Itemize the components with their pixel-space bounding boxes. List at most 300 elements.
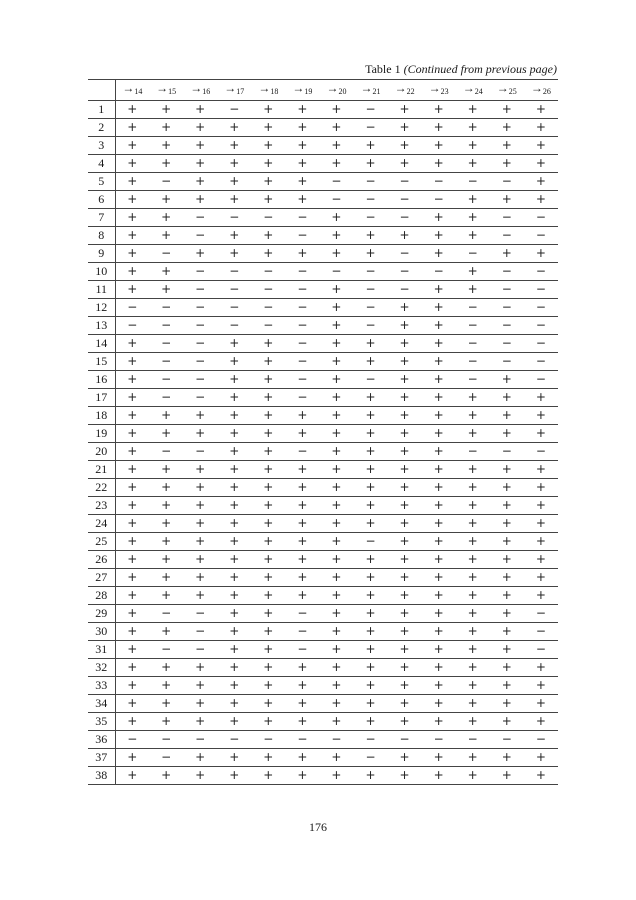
minus-sign-cell: − xyxy=(524,605,558,623)
plus-sign-cell: + xyxy=(285,587,319,605)
table-row xyxy=(88,263,558,281)
plus-sign-cell: + xyxy=(251,173,285,191)
minus-sign-cell: − xyxy=(490,281,524,299)
plus-sign-cell: + xyxy=(456,227,490,245)
plus-sign-cell: + xyxy=(524,767,558,785)
plus-sign-cell: + xyxy=(524,191,558,209)
plus-sign-cell: + xyxy=(285,191,319,209)
plus-sign-cell: + xyxy=(319,119,353,137)
plus-sign-cell: + xyxy=(353,659,387,677)
plus-sign-cell: + xyxy=(524,137,558,155)
plus-sign-cell: + xyxy=(456,407,490,425)
minus-sign-cell: − xyxy=(456,299,490,317)
plus-sign-cell: + xyxy=(319,569,353,587)
page-number: 176 xyxy=(309,820,327,834)
plus-sign-cell: + xyxy=(319,551,353,569)
plus-sign-cell: + xyxy=(251,641,285,659)
table-row xyxy=(88,245,558,263)
minus-sign-cell: − xyxy=(149,353,183,371)
plus-sign-cell: + xyxy=(490,659,524,677)
table-row xyxy=(88,641,558,659)
minus-sign-cell: − xyxy=(115,299,149,317)
plus-sign-cell: + xyxy=(319,389,353,407)
plus-sign-cell: + xyxy=(149,479,183,497)
plus-sign-cell: + xyxy=(217,695,251,713)
plus-sign-cell: + xyxy=(422,425,456,443)
plus-sign-cell: + xyxy=(353,353,387,371)
plus-sign-cell: + xyxy=(388,533,422,551)
arrow-symbol: → xyxy=(190,81,203,95)
row-label: 12 xyxy=(88,299,115,317)
plus-sign-cell: + xyxy=(183,245,217,263)
minus-sign-cell: − xyxy=(149,173,183,191)
plus-sign-cell: + xyxy=(524,119,558,137)
plus-sign-cell: + xyxy=(456,767,490,785)
minus-sign-cell: − xyxy=(183,281,217,299)
plus-sign-cell: + xyxy=(285,659,319,677)
row-label: 3 xyxy=(88,137,115,155)
row-label: 11 xyxy=(88,281,115,299)
plus-sign-cell: + xyxy=(217,659,251,677)
plus-sign-cell: + xyxy=(217,335,251,353)
plus-sign-cell: + xyxy=(490,245,524,263)
plus-sign-cell: + xyxy=(490,551,524,569)
plus-sign-cell: + xyxy=(456,191,490,209)
plus-sign-cell: + xyxy=(319,533,353,551)
row-label: 26 xyxy=(88,551,115,569)
plus-sign-cell: + xyxy=(285,551,319,569)
column-index: 18 xyxy=(270,87,279,96)
plus-sign-cell: + xyxy=(490,533,524,551)
minus-sign-cell: − xyxy=(183,209,217,227)
plus-sign-cell: + xyxy=(251,587,285,605)
column-index: 25 xyxy=(508,87,517,96)
minus-sign-cell: − xyxy=(115,731,149,749)
plus-sign-cell: + xyxy=(388,407,422,425)
plus-sign-cell: + xyxy=(388,335,422,353)
table-row xyxy=(88,317,558,335)
plus-sign-cell: + xyxy=(353,569,387,587)
minus-sign-cell: − xyxy=(183,299,217,317)
minus-sign-cell: − xyxy=(353,281,387,299)
minus-sign-cell: − xyxy=(388,731,422,749)
plus-sign-cell: + xyxy=(319,461,353,479)
column-index: 21 xyxy=(372,87,381,96)
plus-sign-cell: + xyxy=(388,497,422,515)
plus-sign-cell: + xyxy=(490,605,524,623)
plus-sign-cell: + xyxy=(353,641,387,659)
plus-sign-cell: + xyxy=(149,659,183,677)
plus-sign-cell: + xyxy=(319,353,353,371)
plus-sign-cell: + xyxy=(251,479,285,497)
row-label: 7 xyxy=(88,209,115,227)
minus-sign-cell: − xyxy=(285,263,319,281)
column-index: 16 xyxy=(202,87,211,96)
minus-sign-cell: − xyxy=(353,263,387,281)
minus-sign-cell: − xyxy=(251,281,285,299)
plus-sign-cell: + xyxy=(456,209,490,227)
minus-sign-cell: − xyxy=(353,119,387,137)
plus-sign-cell: + xyxy=(388,605,422,623)
plus-sign-cell: + xyxy=(251,353,285,371)
plus-sign-cell: + xyxy=(524,659,558,677)
column-header xyxy=(183,80,217,101)
plus-sign-cell: + xyxy=(183,173,217,191)
plus-sign-cell: + xyxy=(251,713,285,731)
plus-sign-cell: + xyxy=(456,497,490,515)
plus-sign-cell: + xyxy=(319,515,353,533)
plus-sign-cell: + xyxy=(422,137,456,155)
plus-sign-cell: + xyxy=(115,533,149,551)
plus-sign-cell: + xyxy=(524,533,558,551)
plus-sign-cell: + xyxy=(251,389,285,407)
plus-sign-cell: + xyxy=(183,119,217,137)
column-index: 20 xyxy=(338,87,347,96)
plus-sign-cell: + xyxy=(490,389,524,407)
minus-sign-cell: − xyxy=(183,623,217,641)
plus-sign-cell: + xyxy=(422,101,456,119)
table-row xyxy=(88,443,558,461)
minus-sign-cell: − xyxy=(285,227,319,245)
plus-sign-cell: + xyxy=(490,155,524,173)
plus-sign-cell: + xyxy=(115,605,149,623)
plus-sign-cell: + xyxy=(456,641,490,659)
plus-sign-cell: + xyxy=(422,335,456,353)
plus-sign-cell: + xyxy=(115,119,149,137)
plus-sign-cell: + xyxy=(422,245,456,263)
plus-sign-cell: + xyxy=(115,137,149,155)
plus-sign-cell: + xyxy=(388,641,422,659)
plus-sign-cell: + xyxy=(115,245,149,263)
column-header xyxy=(422,80,456,101)
minus-sign-cell: − xyxy=(319,191,353,209)
minus-sign-cell: − xyxy=(183,335,217,353)
plus-sign-cell: + xyxy=(319,767,353,785)
column-index: 24 xyxy=(474,87,483,96)
arrow-symbol: → xyxy=(394,81,407,95)
plus-sign-cell: + xyxy=(422,515,456,533)
minus-sign-cell: − xyxy=(149,389,183,407)
plus-sign-cell: + xyxy=(183,533,217,551)
row-label: 19 xyxy=(88,425,115,443)
minus-sign-cell: − xyxy=(353,317,387,335)
plus-sign-cell: + xyxy=(217,587,251,605)
plus-sign-cell: + xyxy=(319,659,353,677)
minus-sign-cell: − xyxy=(456,443,490,461)
plus-sign-cell: + xyxy=(149,281,183,299)
arrow-symbol: → xyxy=(258,81,271,95)
plus-sign-cell: + xyxy=(524,479,558,497)
minus-sign-cell: − xyxy=(285,353,319,371)
row-label: 2 xyxy=(88,119,115,137)
plus-sign-cell: + xyxy=(422,569,456,587)
plus-sign-cell: + xyxy=(524,587,558,605)
plus-sign-cell: + xyxy=(285,137,319,155)
minus-sign-cell: − xyxy=(353,749,387,767)
plus-sign-cell: + xyxy=(422,371,456,389)
minus-sign-cell: − xyxy=(217,209,251,227)
minus-sign-cell: − xyxy=(524,281,558,299)
row-label: 37 xyxy=(88,749,115,767)
table-row xyxy=(88,425,558,443)
plus-sign-cell: + xyxy=(285,677,319,695)
plus-sign-cell: + xyxy=(149,677,183,695)
column-index: 19 xyxy=(304,87,313,96)
plus-sign-cell: + xyxy=(456,551,490,569)
plus-sign-cell: + xyxy=(149,209,183,227)
plus-sign-cell: + xyxy=(251,101,285,119)
plus-sign-cell: + xyxy=(422,695,456,713)
minus-sign-cell: − xyxy=(456,317,490,335)
plus-sign-cell: + xyxy=(183,713,217,731)
plus-sign-cell: + xyxy=(388,515,422,533)
plus-sign-cell: + xyxy=(524,425,558,443)
plus-sign-cell: + xyxy=(251,497,285,515)
plus-sign-cell: + xyxy=(319,227,353,245)
plus-sign-cell: + xyxy=(319,335,353,353)
plus-sign-cell: + xyxy=(388,713,422,731)
plus-sign-cell: + xyxy=(115,695,149,713)
plus-sign-cell: + xyxy=(251,677,285,695)
row-label: 27 xyxy=(88,569,115,587)
plus-sign-cell: + xyxy=(524,101,558,119)
plus-sign-cell: + xyxy=(490,497,524,515)
plus-sign-cell: + xyxy=(115,335,149,353)
plus-sign-cell: + xyxy=(388,299,422,317)
plus-sign-cell: + xyxy=(149,263,183,281)
plus-sign-cell: + xyxy=(149,227,183,245)
plus-sign-cell: + xyxy=(524,677,558,695)
minus-sign-cell: − xyxy=(524,263,558,281)
plus-sign-cell: + xyxy=(149,515,183,533)
plus-sign-cell: + xyxy=(285,533,319,551)
plus-sign-cell: + xyxy=(388,443,422,461)
minus-sign-cell: − xyxy=(183,731,217,749)
plus-sign-cell: + xyxy=(217,641,251,659)
minus-sign-cell: − xyxy=(456,353,490,371)
minus-sign-cell: − xyxy=(319,173,353,191)
plus-sign-cell: + xyxy=(115,749,149,767)
plus-sign-cell: + xyxy=(183,515,217,533)
column-index: 22 xyxy=(406,87,415,96)
minus-sign-cell: − xyxy=(149,605,183,623)
plus-sign-cell: + xyxy=(149,497,183,515)
plus-sign-cell: + xyxy=(388,551,422,569)
plus-sign-cell: + xyxy=(422,749,456,767)
minus-sign-cell: − xyxy=(285,623,319,641)
column-index: 15 xyxy=(168,87,177,96)
table-row xyxy=(88,677,558,695)
plus-sign-cell: + xyxy=(490,569,524,587)
table-caption xyxy=(88,62,557,76)
minus-sign-cell: − xyxy=(217,281,251,299)
plus-sign-cell: + xyxy=(115,677,149,695)
plus-sign-cell: + xyxy=(524,497,558,515)
plus-sign-cell: + xyxy=(149,119,183,137)
plus-sign-cell: + xyxy=(183,137,217,155)
plus-sign-cell: + xyxy=(217,497,251,515)
plus-sign-cell: + xyxy=(353,713,387,731)
plus-sign-cell: + xyxy=(149,623,183,641)
plus-sign-cell: + xyxy=(183,425,217,443)
table-row xyxy=(88,713,558,731)
plus-sign-cell: + xyxy=(285,245,319,263)
table-row xyxy=(88,155,558,173)
plus-sign-cell: + xyxy=(490,425,524,443)
minus-sign-cell: − xyxy=(456,731,490,749)
plus-sign-cell: + xyxy=(115,371,149,389)
plus-sign-cell: + xyxy=(319,605,353,623)
minus-sign-cell: − xyxy=(490,335,524,353)
table-row xyxy=(88,659,558,677)
minus-sign-cell: − xyxy=(217,731,251,749)
table-row xyxy=(88,605,558,623)
plus-sign-cell: + xyxy=(285,749,319,767)
plus-sign-cell: + xyxy=(251,371,285,389)
minus-sign-cell: − xyxy=(115,317,149,335)
plus-sign-cell: + xyxy=(319,587,353,605)
arrow-symbol: → xyxy=(122,81,135,95)
plus-sign-cell: + xyxy=(251,605,285,623)
plus-sign-cell: + xyxy=(217,443,251,461)
plus-sign-cell: + xyxy=(388,155,422,173)
plus-sign-cell: + xyxy=(251,767,285,785)
plus-sign-cell: + xyxy=(285,515,319,533)
row-label: 8 xyxy=(88,227,115,245)
plus-sign-cell: + xyxy=(149,695,183,713)
plus-sign-cell: + xyxy=(353,389,387,407)
plus-sign-cell: + xyxy=(456,461,490,479)
plus-sign-cell: + xyxy=(353,767,387,785)
plus-sign-cell: + xyxy=(251,623,285,641)
plus-sign-cell: + xyxy=(388,479,422,497)
minus-sign-cell: − xyxy=(490,209,524,227)
minus-sign-cell: − xyxy=(217,263,251,281)
plus-sign-cell: + xyxy=(251,137,285,155)
plus-sign-cell: + xyxy=(251,155,285,173)
minus-sign-cell: − xyxy=(524,299,558,317)
plus-sign-cell: + xyxy=(115,191,149,209)
minus-sign-cell: − xyxy=(353,101,387,119)
plus-sign-cell: + xyxy=(319,677,353,695)
plus-sign-cell: + xyxy=(422,497,456,515)
plus-sign-cell: + xyxy=(422,641,456,659)
plus-sign-cell: + xyxy=(456,389,490,407)
plus-sign-cell: + xyxy=(319,407,353,425)
plus-sign-cell: + xyxy=(388,389,422,407)
plus-sign-cell: + xyxy=(115,569,149,587)
minus-sign-cell: − xyxy=(490,731,524,749)
plus-sign-cell: + xyxy=(285,713,319,731)
minus-sign-cell: − xyxy=(217,317,251,335)
plus-sign-cell: + xyxy=(149,533,183,551)
row-label: 36 xyxy=(88,731,115,749)
row-label: 22 xyxy=(88,479,115,497)
plus-sign-cell: + xyxy=(115,623,149,641)
row-label: 29 xyxy=(88,605,115,623)
minus-sign-cell: − xyxy=(490,263,524,281)
plus-sign-cell: + xyxy=(217,605,251,623)
row-label: 4 xyxy=(88,155,115,173)
plus-sign-cell: + xyxy=(388,353,422,371)
minus-sign-cell: − xyxy=(490,317,524,335)
minus-sign-cell: − xyxy=(524,317,558,335)
plus-sign-cell: + xyxy=(490,515,524,533)
minus-sign-cell: − xyxy=(217,299,251,317)
plus-sign-cell: + xyxy=(251,569,285,587)
minus-sign-cell: − xyxy=(388,245,422,263)
plus-sign-cell: + xyxy=(456,677,490,695)
plus-sign-cell: + xyxy=(524,569,558,587)
plus-sign-cell: + xyxy=(353,515,387,533)
arrow-symbol: → xyxy=(292,81,305,95)
plus-sign-cell: + xyxy=(115,173,149,191)
plus-sign-cell: + xyxy=(115,641,149,659)
minus-sign-cell: − xyxy=(353,371,387,389)
plus-sign-cell: + xyxy=(422,713,456,731)
plus-sign-cell: + xyxy=(490,587,524,605)
plus-sign-cell: + xyxy=(490,677,524,695)
plus-sign-cell: + xyxy=(524,155,558,173)
plus-sign-cell: + xyxy=(183,587,217,605)
arrow-symbol: → xyxy=(360,81,373,95)
plus-sign-cell: + xyxy=(353,497,387,515)
plus-sign-cell: + xyxy=(183,569,217,587)
plus-sign-cell: + xyxy=(115,479,149,497)
table-row xyxy=(88,731,558,749)
plus-sign-cell: + xyxy=(115,389,149,407)
plus-sign-cell: + xyxy=(217,371,251,389)
plus-sign-cell: + xyxy=(524,407,558,425)
plus-sign-cell: + xyxy=(115,659,149,677)
plus-sign-cell: + xyxy=(251,119,285,137)
plus-sign-cell: + xyxy=(422,155,456,173)
plus-sign-cell: + xyxy=(251,443,285,461)
table-row xyxy=(88,479,558,497)
plus-sign-cell: + xyxy=(456,569,490,587)
plus-sign-cell: + xyxy=(353,425,387,443)
table-body xyxy=(88,101,558,785)
table-row xyxy=(88,101,558,119)
plus-sign-cell: + xyxy=(319,281,353,299)
plus-sign-cell: + xyxy=(149,137,183,155)
plus-sign-cell: + xyxy=(353,677,387,695)
minus-sign-cell: − xyxy=(251,317,285,335)
plus-sign-cell: + xyxy=(115,551,149,569)
plus-sign-cell: + xyxy=(422,407,456,425)
arrow-symbol: → xyxy=(326,81,339,95)
plus-sign-cell: + xyxy=(353,587,387,605)
column-header xyxy=(285,80,319,101)
plus-sign-cell: + xyxy=(524,713,558,731)
minus-sign-cell: − xyxy=(490,173,524,191)
minus-sign-cell: − xyxy=(353,191,387,209)
minus-sign-cell: − xyxy=(183,641,217,659)
plus-sign-cell: + xyxy=(353,227,387,245)
minus-sign-cell: − xyxy=(251,299,285,317)
minus-sign-cell: − xyxy=(524,353,558,371)
plus-sign-cell: + xyxy=(422,533,456,551)
table-row xyxy=(88,191,558,209)
plus-sign-cell: + xyxy=(456,479,490,497)
plus-sign-cell: + xyxy=(388,461,422,479)
plus-sign-cell: + xyxy=(524,173,558,191)
column-header xyxy=(353,80,387,101)
table-row xyxy=(88,461,558,479)
table-row xyxy=(88,533,558,551)
row-label: 9 xyxy=(88,245,115,263)
row-label: 5 xyxy=(88,173,115,191)
